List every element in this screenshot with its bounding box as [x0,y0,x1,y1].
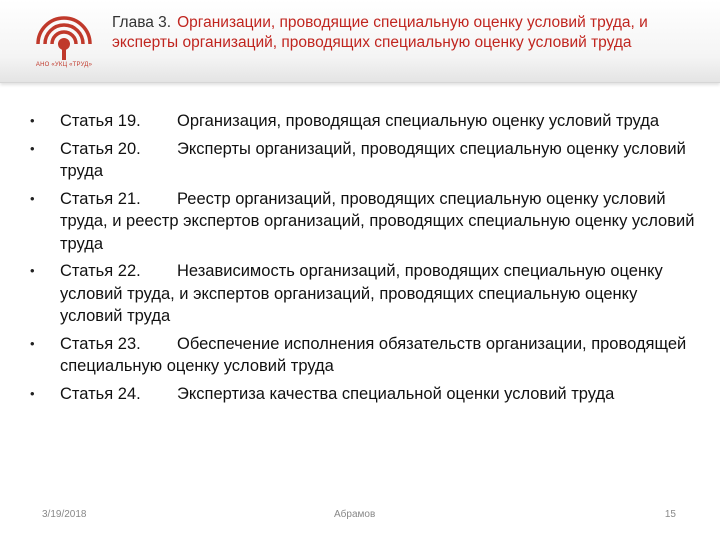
bullet-dot-icon: • [30,140,35,156]
list-item [30,333,695,378]
bullet-dot-icon: • [30,335,35,351]
list-item [30,383,695,406]
article-title: Реестр организаций, проводящих специальную оценку условий труда, и реестр экспертов организаций, проводящих специальную оценку условий труда [60,189,695,253]
list-item [30,138,695,183]
bullet-dot-icon: • [30,190,35,206]
article-title: Обеспечение исполнения обязательств организации, проводящей специальную оценку условий труда [60,334,687,375]
page-title [112,13,702,53]
slide-header [0,0,720,83]
article-number: Статья 19. [60,112,141,130]
chapter-label: Глава 3. [112,14,172,31]
article-number: Статья 22. [60,262,141,280]
article-number: Статья 23. [60,334,141,353]
article-title: Экспертиза качества специальной оценки условий труда [177,384,615,403]
logo-caption: АНО «УКЦ «ТРУД» [35,62,93,68]
bullet-dot-icon: • [30,113,35,128]
article-title: Эксперты организаций, проводящих специальную оценку условий труда [60,139,686,180]
article-number: Статья 24. [60,384,141,403]
article-title: Организация, проводящая специальную оценку условий труда [177,112,660,130]
list-item [30,260,695,328]
page-number: 15 [664,509,676,520]
bullet-dot-icon: • [30,385,35,401]
list-item [30,188,695,256]
footer-author: Абрамов [334,509,376,520]
article-number: Статья 21. [60,189,141,208]
bullet-dot-icon: • [30,263,35,278]
article-number: Статья 20. [60,139,141,158]
footer-date: 3/19/2018 [42,509,87,520]
list-item [30,110,695,133]
article-title: Независимость организаций, проводящих специальную оценку условий труда, и экспертов организаций, проводящих специальную оценку условий труда [60,262,663,325]
chapter-title: Организации, проводящие специальную оценку условий труда, и эксперты организаций, проводящих специальную оценку условий труда [112,14,648,51]
article-list [30,110,695,410]
